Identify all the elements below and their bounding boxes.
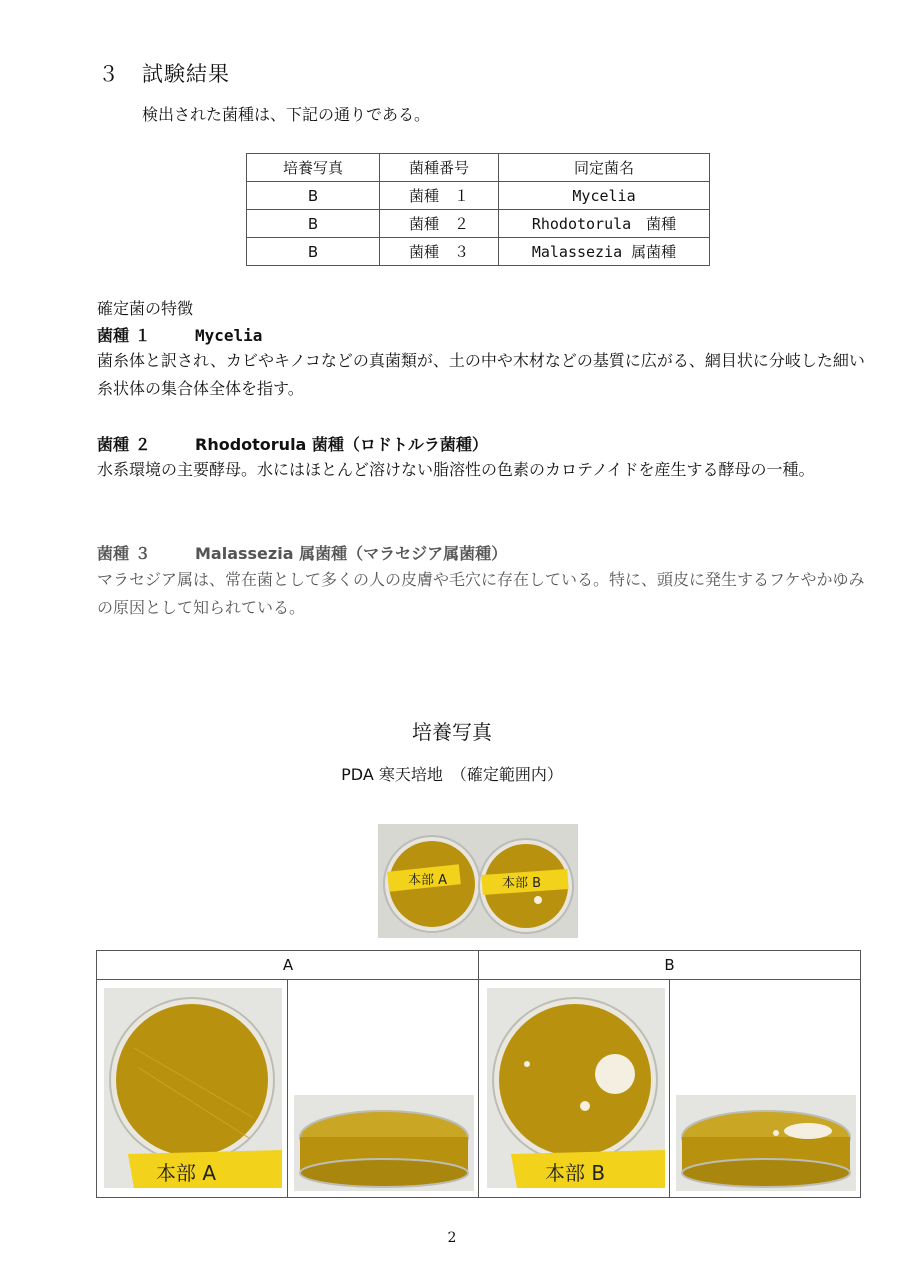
overview-photo — [378, 824, 578, 938]
plate-b-top-photo — [487, 988, 665, 1192]
plate-label-a: 本部 A — [156, 1161, 217, 1185]
species-label: 菌種 ２ — [97, 435, 151, 454]
plate-a-side-photo — [294, 1095, 474, 1195]
plate-b-side-photo — [676, 1095, 856, 1195]
photo-grid — [96, 950, 861, 1198]
table-cell: 菌種 ３ — [380, 238, 499, 266]
section-heading — [98, 58, 230, 88]
table-cell: Malassezia 属菌種 — [499, 238, 710, 266]
species-heading — [97, 323, 262, 346]
species-description: 水系環境の主要酵母。水にはほとんど溶けない脂溶性の色素のカロテノイドを産生する酵母の一種。 — [97, 460, 815, 479]
table-row — [247, 210, 710, 238]
grid-divider — [287, 979, 288, 1197]
section-intro: 検出された菌種は、下記の通りである。 — [142, 105, 431, 124]
species-name: Mycelia — [195, 326, 263, 345]
table-header: 菌種番号 — [380, 154, 499, 182]
species-description: 菌糸体と訳され、カビやキノコなどの真菌類が、土の中や木材などの基質に広がる、網目状に分岐した細い糸状体の集合体全体を指す。 — [97, 351, 865, 398]
overview-label-b: 本部 B — [502, 876, 542, 891]
species-heading — [97, 541, 507, 564]
table-cell: B — [247, 210, 380, 238]
table-cell: B — [247, 182, 380, 210]
table-cell: 菌種 １ — [380, 182, 499, 210]
plate-a-top-photo — [104, 988, 282, 1192]
photos-title: 培養写真 — [412, 720, 492, 744]
table-row — [247, 182, 710, 210]
table-cell: Mycelia — [499, 182, 710, 210]
photos-subtitle: PDA 寒天培地 （確定範囲内） — [341, 765, 563, 784]
results-table — [246, 153, 710, 266]
species-label: 菌種 １ — [97, 326, 151, 345]
table-cell: B — [247, 238, 380, 266]
grid-divider — [478, 951, 479, 1197]
species-label: 菌種 ３ — [97, 544, 151, 563]
features-title: 確定菌の特徴 — [97, 299, 194, 318]
species-description: マラセジア属は、常在菌として多くの人の皮膚や毛穴に存在している。特に、頭皮に発生するフケやかゆみの原因として知られている。 — [97, 570, 865, 617]
plate-label-b: 本部 B — [545, 1161, 606, 1185]
column-header-b: B — [479, 951, 860, 980]
table-header-row — [247, 154, 710, 182]
table-header: 同定菌名 — [499, 154, 710, 182]
overview-label-a: 本部 A — [408, 873, 448, 888]
table-cell: Rhodotorula 菌種 — [499, 210, 710, 238]
species-heading — [97, 432, 488, 455]
column-header-a: A — [97, 951, 479, 980]
table-cell: 菌種 ２ — [380, 210, 499, 238]
species-name: Rhodotorula 菌種（ロドトルラ菌種） — [195, 435, 488, 454]
table-row — [247, 238, 710, 266]
overview-plates-image — [378, 824, 578, 938]
species-name: Malassezia 属菌種（マラセジア属菌種） — [195, 544, 508, 563]
table-header: 培養写真 — [247, 154, 380, 182]
page-number: 2 — [447, 1230, 457, 1246]
grid-divider — [669, 979, 670, 1197]
section-number: ３ — [98, 62, 120, 86]
section-title: 試験結果 — [142, 62, 230, 86]
